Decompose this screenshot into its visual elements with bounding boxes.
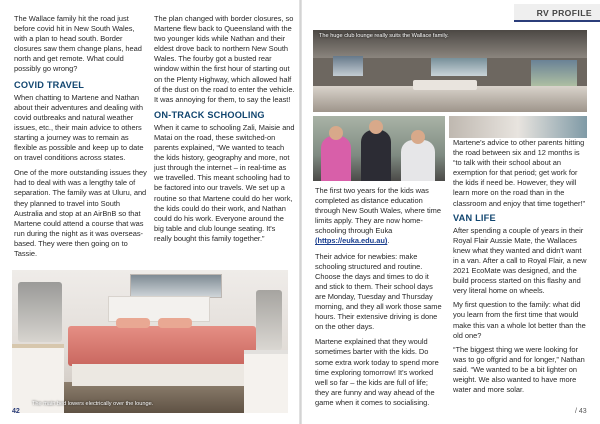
col1-paragraph-2: When chatting to Martene and Nathan about their adventures and dealing with covid outbreaks and natural weather issues, etc., their main advice to others starting a journey was to remain as flexible as possible and keep up to date on travel conditions across states.	[14, 92, 144, 163]
column-4	[453, 138, 587, 399]
euka-link[interactable]: (https://euka.edu.au)	[315, 236, 388, 246]
col3-paragraph-3: Martene explained that they would sometimes barter with the kids. Do some extra work today to spend more time exploring tomorrow! It's worked well so far – the kids are full of life; they are funny and way ahead of the game when it comes to socialising.	[315, 337, 439, 407]
heading-van-life: VAN LIFE	[453, 212, 496, 223]
lounge-photo-caption: The huge club lounge really suits the Wallace family.	[319, 33, 449, 39]
col1-paragraph-1: The Wallace family hit the road just before covid hit in New South Wales, with a plan to head south. Border closures saw them change plans, head north and get remote. What could possibly go wrong?	[14, 14, 142, 74]
section-tag: RV PROFILE	[514, 4, 600, 22]
column-3	[315, 186, 443, 413]
page-gutter	[299, 0, 302, 424]
col4-paragraph-4: “The biggest thing we were looking for was to go offgrid and for longer,” Nathan said. “We wanted to be a bit lighter on weight. We also wanted to have more water and more solar.	[453, 344, 585, 395]
col2-paragraph-1: The plan changed with border closures, so Martene flew back to Queensland with the two younger kids while Nathan and their eldest drove back to northern New South Wales. The fourby got a busted rear window within the first hour of starting out on the Plenty Highway, which allowed half of the dust on the road to enter the vehicle. It was annoying for them, to say the least!	[154, 14, 295, 104]
heading-covid-travel: COVID TRAVEL	[14, 79, 85, 90]
column-1	[14, 14, 147, 264]
page-number-left: 42	[12, 408, 20, 415]
kitchen-photo	[449, 116, 587, 138]
col4-paragraph-3: My first question to the family: what did you learn from the first time that would make this van a whole lot better than the old one?	[453, 300, 586, 340]
family-photo	[313, 116, 445, 181]
col1-paragraph-3: One of the more outstanding issues they had to deal with was a lengthy tale of separation. The family was at Uluru, and they planned to travel into South Australia and stop at an AirBnB so that Martene could attend a course that was run during the night as it was overseas-based. They were then going on to Tassie.	[14, 168, 147, 258]
col4-paragraph-2: After spending a couple of years in their Royal Flair Aussie Mate, the Wallaces knew what they wanted and didn't want in a van. After a call to Royal Flair, a new 2021 EcoMate was designed, and the build process started on this flashy and very literal home on wheels.	[453, 225, 587, 296]
lounge-photo	[313, 30, 587, 112]
bedroom-photo-caption: The main bed lowers electrically over the lounge.	[32, 401, 154, 407]
bedroom-photo	[12, 270, 288, 413]
col3-paragraph-1: The first two years for the kids was completed as distance education through New South Wales, where time limits apply. They are now home-schooling through Euka (https://euka.edu.au).	[315, 186, 441, 246]
heading-on-track-schooling: ON-TRACK SCHOOLING	[154, 109, 265, 120]
bed	[68, 326, 256, 366]
col3-paragraph-2: Their advice for newbies: make schooling structured and routine. Choose the days and times to do it and stick to them. Their school days are Monday, Tuesday and Thursday morning, and they all work those same hours. Their extensive driving is done on the other days.	[315, 251, 442, 332]
col4-paragraph-1: Martene's advice to other parents hitting the road between six and 12 months is “to talk with their school about an exemption for that period; get work for the kids if need be. However, they will learn more on the road than in the classroom and enjoy that time together!”	[453, 138, 585, 208]
page-number-right: / 43	[575, 408, 587, 415]
column-2	[154, 14, 295, 249]
col2-paragraph-2: When it came to schooling Zali, Maisie and Matai on the road, these switched-on parents explained, “We wanted to teach the kids history, geography and more, not just through the internet – in real-time as we travelled. This meant schooling had to be factored into our travels. We set up a routine so that Martene could do her work, the kids could do their work, and Nathan could do his work. Everyone around the big table and club lounge seating. It's really bought this family together.”	[154, 122, 295, 243]
